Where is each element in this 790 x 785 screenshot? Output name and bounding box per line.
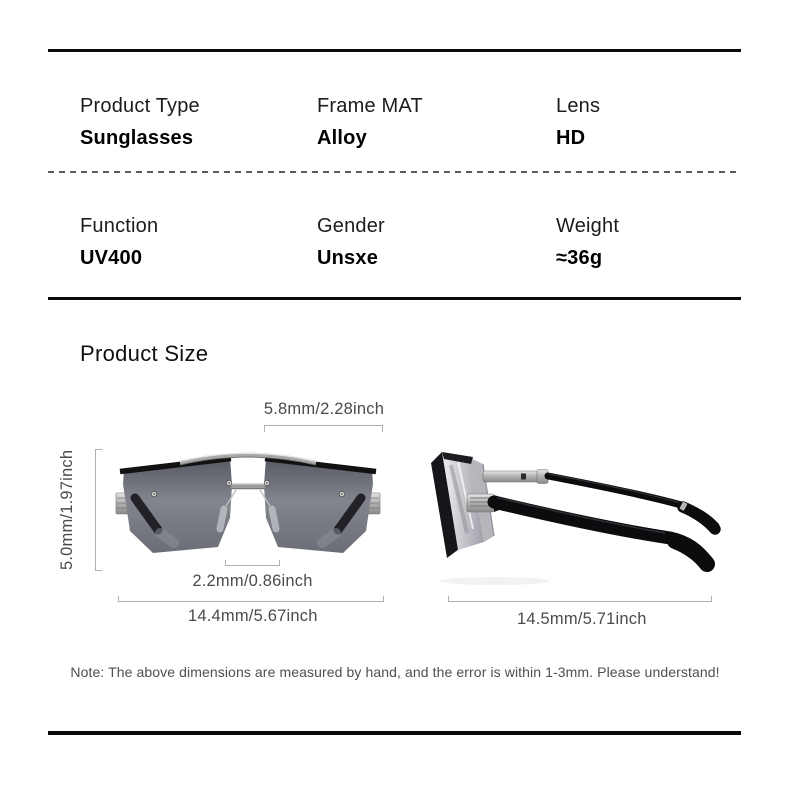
measurement-note: Note: The above dimensions are measured by hand, and the error is within 1-3mm. Please understand! [70,664,720,680]
dimension-lens-height-line [95,449,96,571]
product-size-heading: Product Size [80,341,209,366]
dimension-lens-height-label: 5.0mm/1.97inch [58,449,76,571]
dashed-divider [48,171,741,173]
spec-value-function: UV400 [80,247,143,269]
spec-value-lens: HD [556,127,586,149]
spec-cell-gender [317,215,547,270]
spec-cell-frame-material [317,95,547,150]
spec-value-frame-material: Alloy [317,127,367,149]
spec-label-frame-material: Frame MAT [317,95,423,117]
spec-cell-lens [556,95,786,150]
mid-divider [48,297,741,300]
spec-cell-function [80,215,310,270]
spec-label-gender: Gender [317,215,385,237]
spec-label-product-type: Product Type [80,95,200,117]
spec-value-product-type: Sunglasses [80,127,194,149]
spec-cell-product-type [80,95,310,150]
spec-label-lens: Lens [556,95,601,117]
dimension-frame-width-line [118,601,384,602]
spec-value-gender: Unsxe [317,247,379,269]
dimension-top-width-label: 5.8mm/2.28inch [263,400,385,418]
dimension-bridge-width-line [225,565,280,566]
spec-cell-weight [556,215,786,270]
dimension-frame-width-label: 14.4mm/5.67inch [188,607,318,625]
dimension-bridge-width-label: 2.2mm/0.86inch [192,572,313,590]
top-divider [48,49,741,52]
spec-label-function: Function [80,215,159,237]
dimension-temple-length-line [448,601,712,602]
dimension-temple-length-label: 14.5mm/5.71inch [517,610,647,628]
spec-value-weight: ≈36g [556,247,603,269]
bottom-divider [48,731,741,735]
spec-label-weight: Weight [556,215,620,237]
dimension-top-width-line [264,425,383,426]
sunglasses-front-image [108,440,388,565]
sunglasses-side-image [425,445,730,590]
